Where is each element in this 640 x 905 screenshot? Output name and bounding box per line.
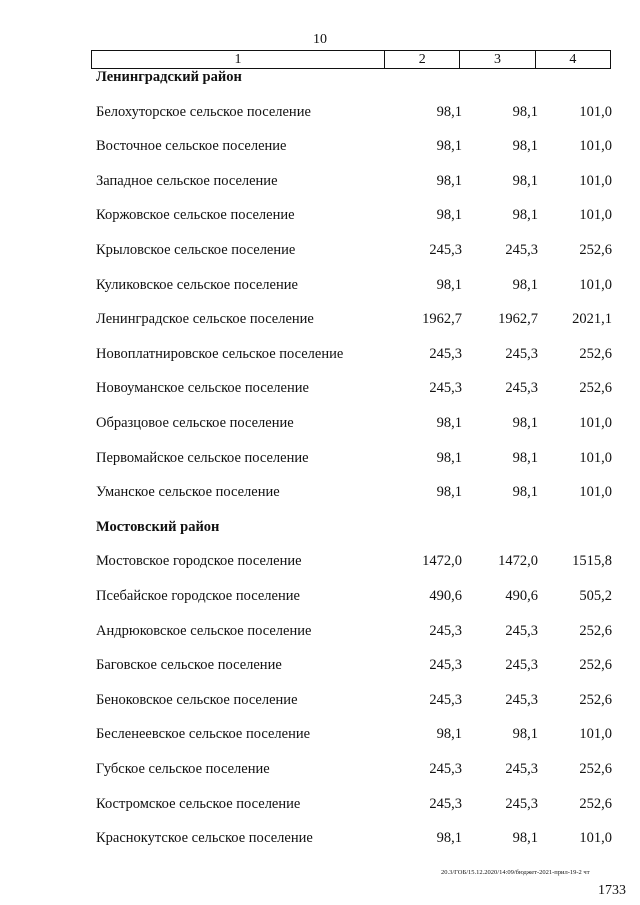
value-c4: 1515,8 — [572, 553, 612, 570]
value-c4: 101,0 — [579, 726, 612, 743]
settlement-name: Коржовское сельское поселение — [96, 207, 295, 224]
value-c3: 98,1 — [512, 726, 538, 743]
settlement-name: Беноковское сельское поселение — [96, 691, 298, 708]
value-c3: 245,3 — [505, 242, 538, 258]
value-c4: 101,0 — [579, 449, 612, 466]
settlement-name: Уманское сельское поселение — [96, 484, 280, 501]
value-c2: 245,3 — [429, 795, 462, 812]
value-c2: 98,1 — [436, 415, 462, 431]
table-row — [0, 761, 640, 781]
column-header-table — [91, 50, 611, 69]
value-c4: 505,2 — [579, 588, 612, 604]
table-row — [0, 207, 640, 227]
value-c2: 245,3 — [429, 761, 462, 777]
value-c2: 98,1 — [436, 138, 462, 155]
value-c4: 101,0 — [579, 138, 612, 155]
settlement-name: Восточное сельское поселение — [96, 138, 287, 155]
settlement-name: Баговское сельское поселение — [96, 657, 282, 674]
value-c3: 98,1 — [512, 138, 538, 155]
value-c2: 245,3 — [429, 691, 462, 708]
page-number-top: 10 — [313, 32, 327, 47]
value-c2: 98,1 — [436, 207, 462, 224]
value-c4: 101,0 — [579, 103, 612, 120]
column-header-4: 4 — [535, 51, 610, 69]
value-c2: 98,1 — [436, 484, 462, 501]
settlement-name: Первомайское сельское поселение — [96, 449, 309, 466]
value-c2: 98,1 — [436, 172, 462, 189]
value-c3: 245,3 — [505, 761, 538, 777]
settlement-name: Краснокутское сельское поселение — [96, 830, 313, 847]
value-c4: 252,6 — [579, 622, 612, 639]
value-c3: 245,3 — [505, 622, 538, 639]
value-c3: 98,1 — [512, 276, 538, 293]
settlement-name: Новоуманское сельское поселение — [96, 380, 309, 397]
value-c3: 245,3 — [505, 795, 538, 812]
table-row — [0, 692, 640, 712]
settlement-name: Бесленеевское сельское поселение — [96, 726, 311, 743]
value-c3: 98,1 — [512, 449, 538, 466]
value-c3: 245,3 — [505, 691, 538, 708]
value-c2: 98,1 — [436, 726, 462, 743]
value-c2: 245,3 — [429, 622, 462, 639]
value-c3: 245,3 — [505, 657, 538, 674]
settlement-name: Белохуторское сельское поселение — [96, 103, 311, 120]
settlement-name: Куликовское сельское поселение — [96, 276, 298, 293]
value-c3: 98,1 — [512, 484, 538, 501]
table-row — [0, 311, 640, 331]
value-c2: 245,3 — [429, 657, 462, 674]
value-c2: 245,3 — [429, 242, 462, 258]
footer-document-code: 20.3/ГОБ/15.12.2020/14:09/бюджет-2021-прил-19-2 чт — [441, 869, 590, 876]
settlement-name: Губское сельское поселение — [96, 761, 270, 777]
settlement-name: Псебайское городское поселение — [96, 588, 300, 604]
value-c2: 245,3 — [429, 345, 462, 362]
value-c2: 98,1 — [436, 276, 462, 293]
value-c4: 252,6 — [579, 795, 612, 812]
table-row — [0, 173, 640, 193]
table-row — [0, 657, 640, 677]
value-c4: 252,6 — [579, 691, 612, 708]
value-c4: 101,0 — [579, 172, 612, 189]
footer-page-number: 1733 — [598, 883, 626, 898]
settlement-name: Мостовское городское поселение — [96, 553, 302, 570]
value-c3: 1472,0 — [498, 553, 538, 570]
table-row — [0, 104, 640, 124]
value-c4: 101,0 — [579, 207, 612, 224]
settlement-name: Западное сельское поселение — [96, 172, 278, 189]
value-c3: 98,1 — [512, 830, 538, 847]
value-c3: 98,1 — [512, 207, 538, 224]
value-c4: 252,6 — [579, 761, 612, 777]
table-row — [0, 277, 640, 297]
value-c2: 98,1 — [436, 449, 462, 466]
value-c4: 252,6 — [579, 345, 612, 362]
table-row — [0, 380, 640, 400]
table-row — [0, 588, 640, 608]
value-c2: 245,3 — [429, 380, 462, 397]
section-title: Мостовский район — [96, 518, 220, 535]
column-header-3: 3 — [460, 51, 535, 69]
settlement-name: Андрюковское сельское поселение — [96, 622, 312, 639]
value-c3: 245,3 — [505, 345, 538, 362]
value-c2: 1962,7 — [422, 311, 462, 328]
value-c4: 101,0 — [579, 484, 612, 501]
value-c4: 2021,1 — [572, 311, 612, 328]
value-c3: 98,1 — [512, 415, 538, 431]
table-row — [0, 796, 640, 816]
value-c2: 98,1 — [436, 830, 462, 847]
table-row — [0, 830, 640, 850]
value-c2: 490,6 — [429, 588, 462, 604]
column-header-1: 1 — [92, 51, 385, 69]
value-c4: 101,0 — [579, 276, 612, 293]
value-c2: 1472,0 — [422, 553, 462, 570]
value-c3: 1962,7 — [498, 311, 538, 328]
column-header-2: 2 — [385, 51, 460, 69]
section-title: Ленинградский район — [96, 69, 242, 85]
table-row — [0, 415, 640, 435]
table-row — [0, 138, 640, 158]
table-row — [0, 242, 640, 262]
value-c3: 245,3 — [505, 380, 538, 397]
settlement-name: Новоплатнировское сельское поселение — [96, 345, 344, 362]
table-row — [0, 623, 640, 643]
value-c2: 98,1 — [436, 103, 462, 120]
table-row — [0, 553, 640, 573]
settlement-name: Крыловское сельское поселение — [96, 242, 296, 258]
table-row — [0, 346, 640, 366]
table-row — [0, 450, 640, 470]
value-c4: 101,0 — [579, 415, 612, 431]
value-c4: 101,0 — [579, 830, 612, 847]
table-row — [0, 484, 640, 504]
table-row — [0, 726, 640, 746]
settlement-name: Образцовое сельское поселение — [96, 415, 294, 431]
value-c4: 252,6 — [579, 380, 612, 397]
value-c3: 490,6 — [505, 588, 538, 604]
value-c4: 252,6 — [579, 657, 612, 674]
settlement-name: Костромское сельское поселение — [96, 795, 301, 812]
value-c4: 252,6 — [579, 242, 612, 258]
value-c3: 98,1 — [512, 103, 538, 120]
settlement-name: Ленинградское сельское поселение — [96, 311, 314, 328]
value-c3: 98,1 — [512, 172, 538, 189]
